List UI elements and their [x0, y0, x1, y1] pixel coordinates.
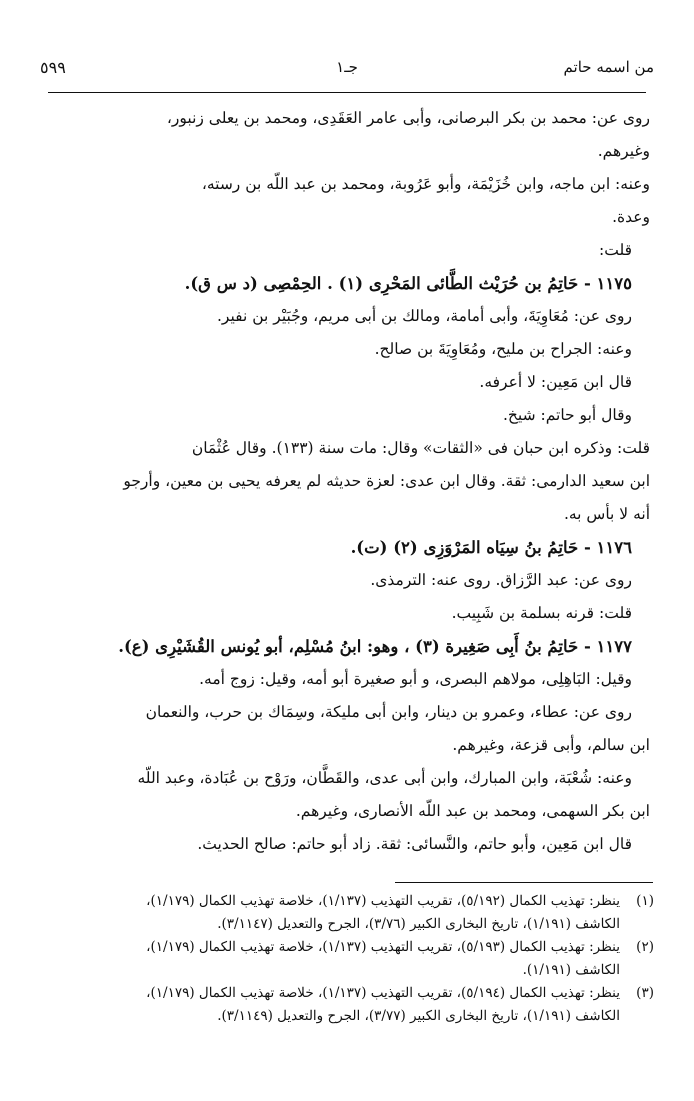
- text-line: وعنه: الجراح بن مليح، ومُعَاوِيَةَ بن صالح.: [374, 340, 632, 358]
- text-line: وعنه: شُعْبَة، وابن المبارك، وابن أبى عدى، والقَطَّان، ورَوْح بن عُبَادة، وعبد اللّه: [137, 769, 632, 787]
- main-text: [48, 102, 650, 861]
- entry-heading: ١١٧٥ - حَاتِمُ بن حُرَيْث الطَّائى المَحْرِى (١) . الحِمْصِى (د س ق).: [184, 274, 632, 293]
- entry-heading: ١١٧٧ - حَاتِمُ بنُ أَبِى صَغِيرة (٣) ، وهو: ابنُ مُسْلِم، أبو يُونس القُشَيْرِى (ع).: [118, 637, 632, 656]
- volume-label: جـ١: [336, 58, 358, 76]
- text-line: قلت: وذكره ابن حبان فى «الثقات» وقال: مات سنة (١٣٣). وقال عُثْمَان: [191, 439, 650, 457]
- footnote-line: الكاشف (١/١٩١)، تاريخ البخارى الكبير (٣/٧٧)، الجرح والتعديل (٣/١١٤٩).: [217, 1008, 620, 1024]
- footnote-number: (٢): [636, 939, 654, 955]
- text-line: وقال أبو حاتم: شيخ.: [502, 406, 632, 424]
- footnote-line: الكاشف (١/١٩١).: [522, 962, 620, 978]
- entry-heading: ١١٧٦ - حَاتِمُ بنُ سِيَاه المَرْوَزِى (٢) (ت).: [350, 538, 632, 557]
- footnote-line: ينظر: تهذيب الكمال (٥/١٩٣)، تقريب التهذيب (١/١٣٧)، خلاصة تهذيب الكمال (١/١٧٩)،: [146, 939, 620, 955]
- footnotes: [50, 890, 654, 1028]
- text-line: قال ابن مَعِين: لا أعرفه.: [479, 373, 632, 391]
- footnote-line: ينظر: تهذيب الكمال (٥/١٩٢)، تقريب التهذيب (١/١٣٧)، خلاصة تهذيب الكمال (١/١٧٩)،: [146, 893, 620, 909]
- footnote-line: الكاشف (١/١٩١)، تاريخ البخارى الكبير (٣/٧٦)، الجرح والتعديل (٣/١١٤٧).: [217, 916, 620, 932]
- text-line: روى عن: عطاء، وعمرو بن دينار، وابن أبى مليكة، وسِمَاك بن حرب، والنعمان: [145, 703, 632, 721]
- text-line: ابن سالم، وأبى قزعة، وغيرهم.: [452, 736, 650, 754]
- text-line: وعنه: ابن ماجه، وابن خُزَيْمَة، وأبو عَرُوبة، ومحمد بن عبد اللّه بن رسته،: [201, 175, 650, 193]
- footnote-number: (٣): [636, 985, 654, 1001]
- text-line: قال ابن مَعِين، وأبو حاتم، والنَّسائى: ثقة. زاد أبو حاتم: صالح الحديث.: [197, 835, 632, 853]
- text-line: وغيرهم.: [597, 142, 650, 160]
- text-line: ابن بكر السهمى، ومحمد بن عبد اللّه الأنصارى، وغيرهم.: [295, 802, 650, 820]
- footnote: [50, 890, 654, 936]
- text-line: روى عن: عبد الرَّزاق. روى عنه: الترمذى.: [370, 571, 632, 589]
- footnote: [50, 982, 654, 1028]
- text-line: أنه لا بأس به.: [563, 505, 650, 523]
- text-line: قلت: قرنه بسلمة بن شَبِيب.: [451, 604, 632, 622]
- page-number: ٥٩٩: [40, 58, 66, 77]
- footnote-separator: [395, 882, 653, 883]
- footnote-number: (١): [636, 893, 654, 909]
- footnote: [50, 936, 654, 982]
- text-line: وقيل: البَاهِلِى، مولاهم البصرى، و أبو صغيرة أبو أمه، وقيل: زوج أمه.: [199, 670, 632, 688]
- text-line: وعدة.: [612, 208, 650, 226]
- header-rule: [48, 92, 646, 93]
- running-header: [40, 58, 654, 88]
- text-line: ابن سعيد الدارمى: ثقة. وقال ابن عدى: لعزة حديثه لم يعرفه يحيى بن معين، وأرجو: [123, 472, 650, 490]
- text-line: روى عن: محمد بن بكر البرصانى، وأبى عامر العَقَدِى، ومحمد بن يعلى زنبور،: [166, 109, 650, 127]
- footnote-line: ينظر: تهذيب الكمال (٥/١٩٤)، تقريب التهذيب (١/١٣٧)، خلاصة تهذيب الكمال (١/١٧٩)،: [146, 985, 620, 1001]
- text-line: روى عن: مُعَاوِيَةَ، وأبى أمامة، ومالك بن أبى مريم، وجُبَيْر بن نفير.: [217, 307, 632, 325]
- text-line: قلت:: [599, 241, 632, 259]
- section-title: من اسمه حاتم: [563, 58, 654, 76]
